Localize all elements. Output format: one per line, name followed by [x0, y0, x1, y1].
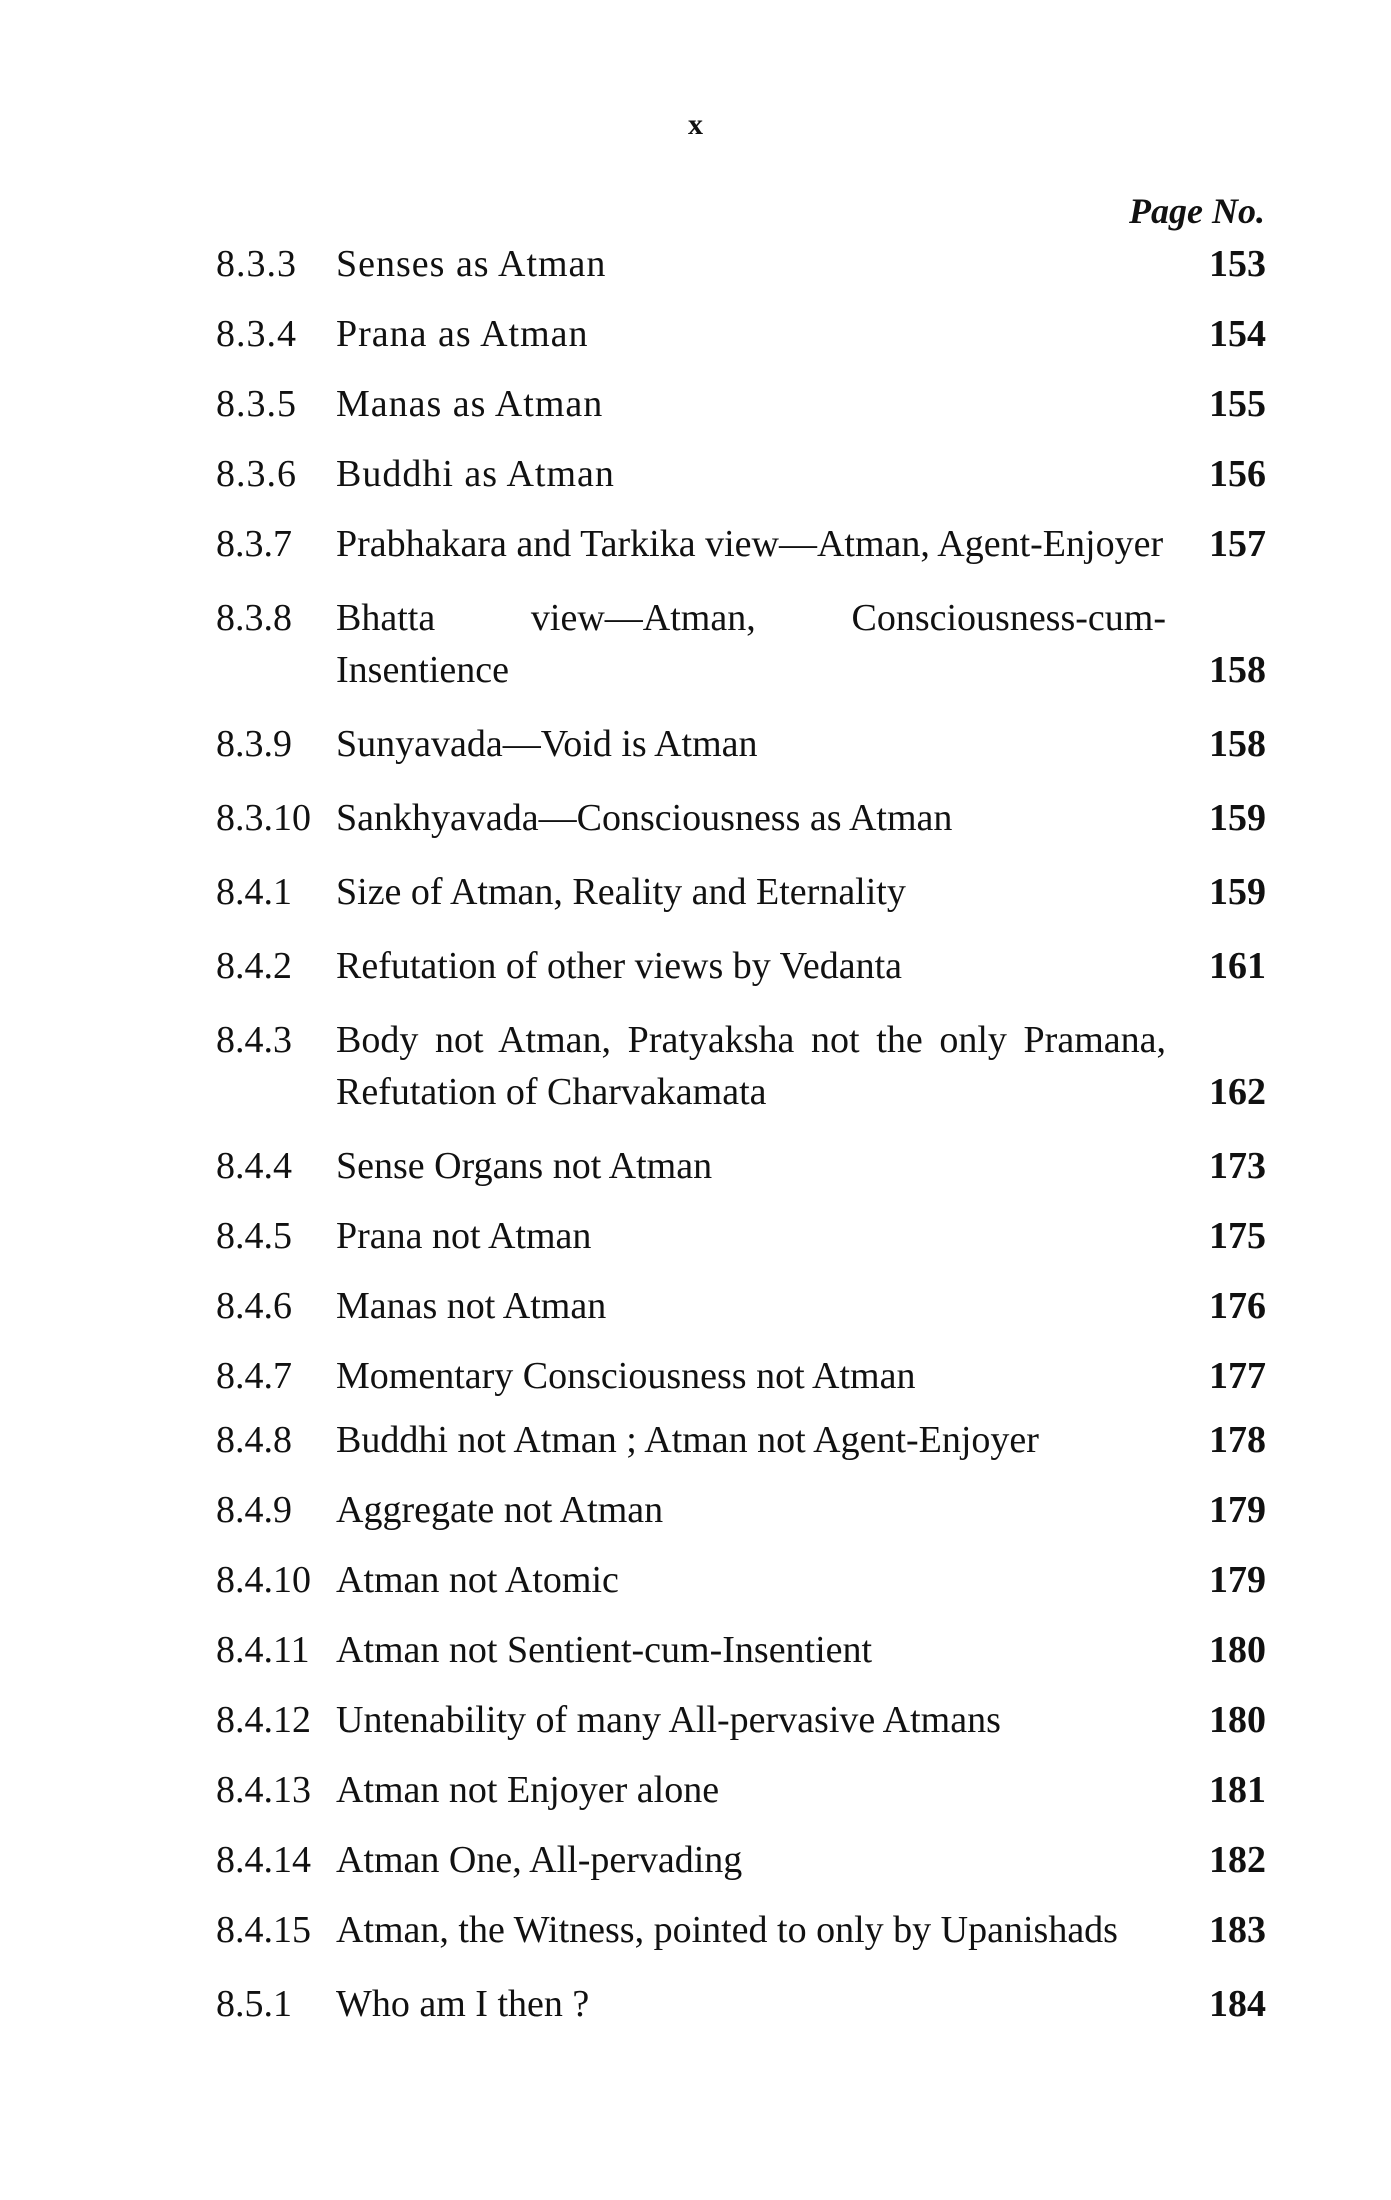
toc-entry — [216, 378, 1266, 430]
toc-entry-title: Sunyavada—Void is Atman — [336, 723, 758, 765]
toc-entry — [216, 1834, 1266, 1886]
toc-entry-title: Bhatta view—Atman, Consciousness-cum-Insentience — [336, 597, 1166, 691]
toc-entry-page: 180 — [1209, 1699, 1266, 1741]
toc-entry-number: 8.3.5 — [216, 383, 297, 425]
toc-entry-page: 179 — [1209, 1559, 1266, 1601]
toc-entry-number: 8.4.12 — [216, 1699, 311, 1741]
toc-entry-number: 8.4.9 — [216, 1489, 292, 1531]
toc-entry-page: 154 — [1209, 313, 1266, 355]
toc-entry-title: Atman not Atomic — [336, 1559, 619, 1601]
toc-entry-number: 8.4.6 — [216, 1285, 292, 1327]
toc-entry-number: 8.4.10 — [216, 1559, 311, 1601]
toc-entry — [216, 1014, 1266, 1118]
toc-entry-number: 8.3.3 — [216, 243, 297, 285]
toc-entry-title: Atman not Enjoyer alone — [336, 1769, 720, 1811]
toc-entry-title: Sankhyavada—Consciousness as Atman — [336, 797, 953, 839]
toc-entry-page: 173 — [1209, 1145, 1266, 1187]
toc-entry-number: 8.5.1 — [216, 1983, 292, 2025]
toc-entry-number: 8.3.9 — [216, 723, 292, 765]
toc-entry-page: 180 — [1209, 1629, 1266, 1671]
toc-entry-page: 176 — [1209, 1285, 1266, 1327]
toc-entry-number: 8.3.10 — [216, 797, 311, 839]
toc-entry — [216, 1624, 1266, 1676]
toc-entry-title: Momentary Consciousness not Atman — [336, 1355, 916, 1397]
toc-entry-title: Atman One, All-pervading — [336, 1839, 743, 1881]
page-no-header: Page No. — [1129, 191, 1265, 231]
toc-entry-title: Senses as Atman — [336, 243, 607, 285]
toc-entry-page: 182 — [1209, 1839, 1266, 1881]
toc-entry-page: 157 — [1209, 523, 1266, 565]
toc-entry-title: Prabhakara and Tarkika view—Atman, Agent-Enjoyer — [336, 523, 1164, 565]
toc-entry — [216, 792, 1266, 844]
toc-entry-number: 8.3.7 — [216, 523, 292, 565]
toc-entry-title: Prana not Atman — [336, 1215, 592, 1257]
toc-entry — [216, 518, 1266, 570]
toc-entry-title: Untenability of many All-pervasive Atmans — [336, 1699, 1001, 1741]
toc-entry-page: 155 — [1209, 383, 1266, 425]
toc-entry-page: 153 — [1209, 243, 1266, 285]
toc-entry — [216, 940, 1266, 992]
toc-entry-number: 8.4.1 — [216, 871, 292, 913]
toc-entry — [216, 1694, 1266, 1746]
toc-entry — [216, 1554, 1266, 1606]
toc-entry — [216, 1414, 1266, 1466]
table-of-contents — [216, 238, 1266, 2030]
toc-entry-title: Atman not Sentient-cum-Insentient — [336, 1629, 873, 1671]
toc-entry — [216, 592, 1266, 696]
toc-entry-page: 175 — [1209, 1215, 1266, 1257]
toc-entry-page: 179 — [1209, 1489, 1266, 1531]
toc-entry-number: 8.3.6 — [216, 453, 297, 495]
toc-entry — [216, 1484, 1266, 1536]
toc-entry — [216, 718, 1266, 770]
toc-entry — [216, 1280, 1266, 1332]
toc-entry-page: 158 — [1209, 723, 1266, 765]
toc-entry-number: 8.4.8 — [216, 1419, 292, 1461]
toc-entry-number: 8.3.8 — [216, 597, 292, 639]
toc-entry-number: 8.4.15 — [216, 1909, 311, 1951]
toc-entry-page: 183 — [1209, 1909, 1266, 1951]
toc-entry-title: Manas not Atman — [336, 1285, 607, 1327]
toc-entry-page: 184 — [1209, 1983, 1266, 2025]
toc-entry-page: 159 — [1209, 797, 1266, 839]
toc-entry-page: 162 — [1209, 1071, 1266, 1113]
toc-entry-title: Manas as Atman — [336, 383, 604, 425]
toc-entry-page: 177 — [1209, 1355, 1266, 1397]
toc-entry — [216, 1904, 1266, 1956]
toc-entry-number: 8.4.14 — [216, 1839, 311, 1881]
toc-entry — [216, 1978, 1266, 2030]
toc-entry-page: 178 — [1209, 1419, 1266, 1461]
toc-entry-number: 8.4.2 — [216, 945, 292, 987]
toc-entry-title: Refutation of other views by Vedanta — [336, 945, 902, 987]
toc-entry-title: Sense Organs not Atman — [336, 1145, 713, 1187]
toc-entry-title: Buddhi as Atman — [336, 453, 615, 495]
toc-entry-number: 8.4.11 — [216, 1629, 310, 1671]
toc-entry — [216, 866, 1266, 918]
toc-entry-title: Who am I then ? — [336, 1983, 590, 2025]
toc-entry-page: 161 — [1209, 945, 1266, 987]
toc-entry-title: Size of Atman, Reality and Eternality — [336, 871, 906, 913]
toc-entry — [216, 1140, 1266, 1192]
toc-entry — [216, 1210, 1266, 1262]
toc-entry-number: 8.3.4 — [216, 313, 297, 355]
toc-entry — [216, 238, 1266, 290]
toc-entry — [216, 308, 1266, 360]
toc-entry-page: 158 — [1209, 649, 1266, 691]
toc-entry-title: Buddhi not Atman ; Atman not Agent-Enjoyer — [336, 1419, 1039, 1461]
toc-entry-title: Prana as Atman — [336, 313, 589, 355]
toc-entry-title: Aggregate not Atman — [336, 1489, 664, 1531]
toc-entry-title: Body not Atman, Pratyaksha not the only Pramana, Refutation of Charvakamata — [336, 1019, 1166, 1113]
toc-entry-number: 8.4.5 — [216, 1215, 292, 1257]
toc-entry-number: 8.4.4 — [216, 1145, 292, 1187]
toc-entry-number: 8.4.3 — [216, 1019, 292, 1061]
toc-entry-page: 156 — [1209, 453, 1266, 495]
page-marker: x — [688, 108, 703, 141]
toc-entry-page: 181 — [1209, 1769, 1266, 1811]
toc-entry-page: 159 — [1209, 871, 1266, 913]
toc-entry-number: 8.4.13 — [216, 1769, 311, 1811]
toc-entry — [216, 1764, 1266, 1816]
toc-entry — [216, 1350, 1266, 1402]
toc-entry-title: Atman, the Witness, pointed to only by Upanishads — [336, 1909, 1118, 1951]
toc-entry-number: 8.4.7 — [216, 1355, 292, 1397]
toc-entry — [216, 448, 1266, 500]
